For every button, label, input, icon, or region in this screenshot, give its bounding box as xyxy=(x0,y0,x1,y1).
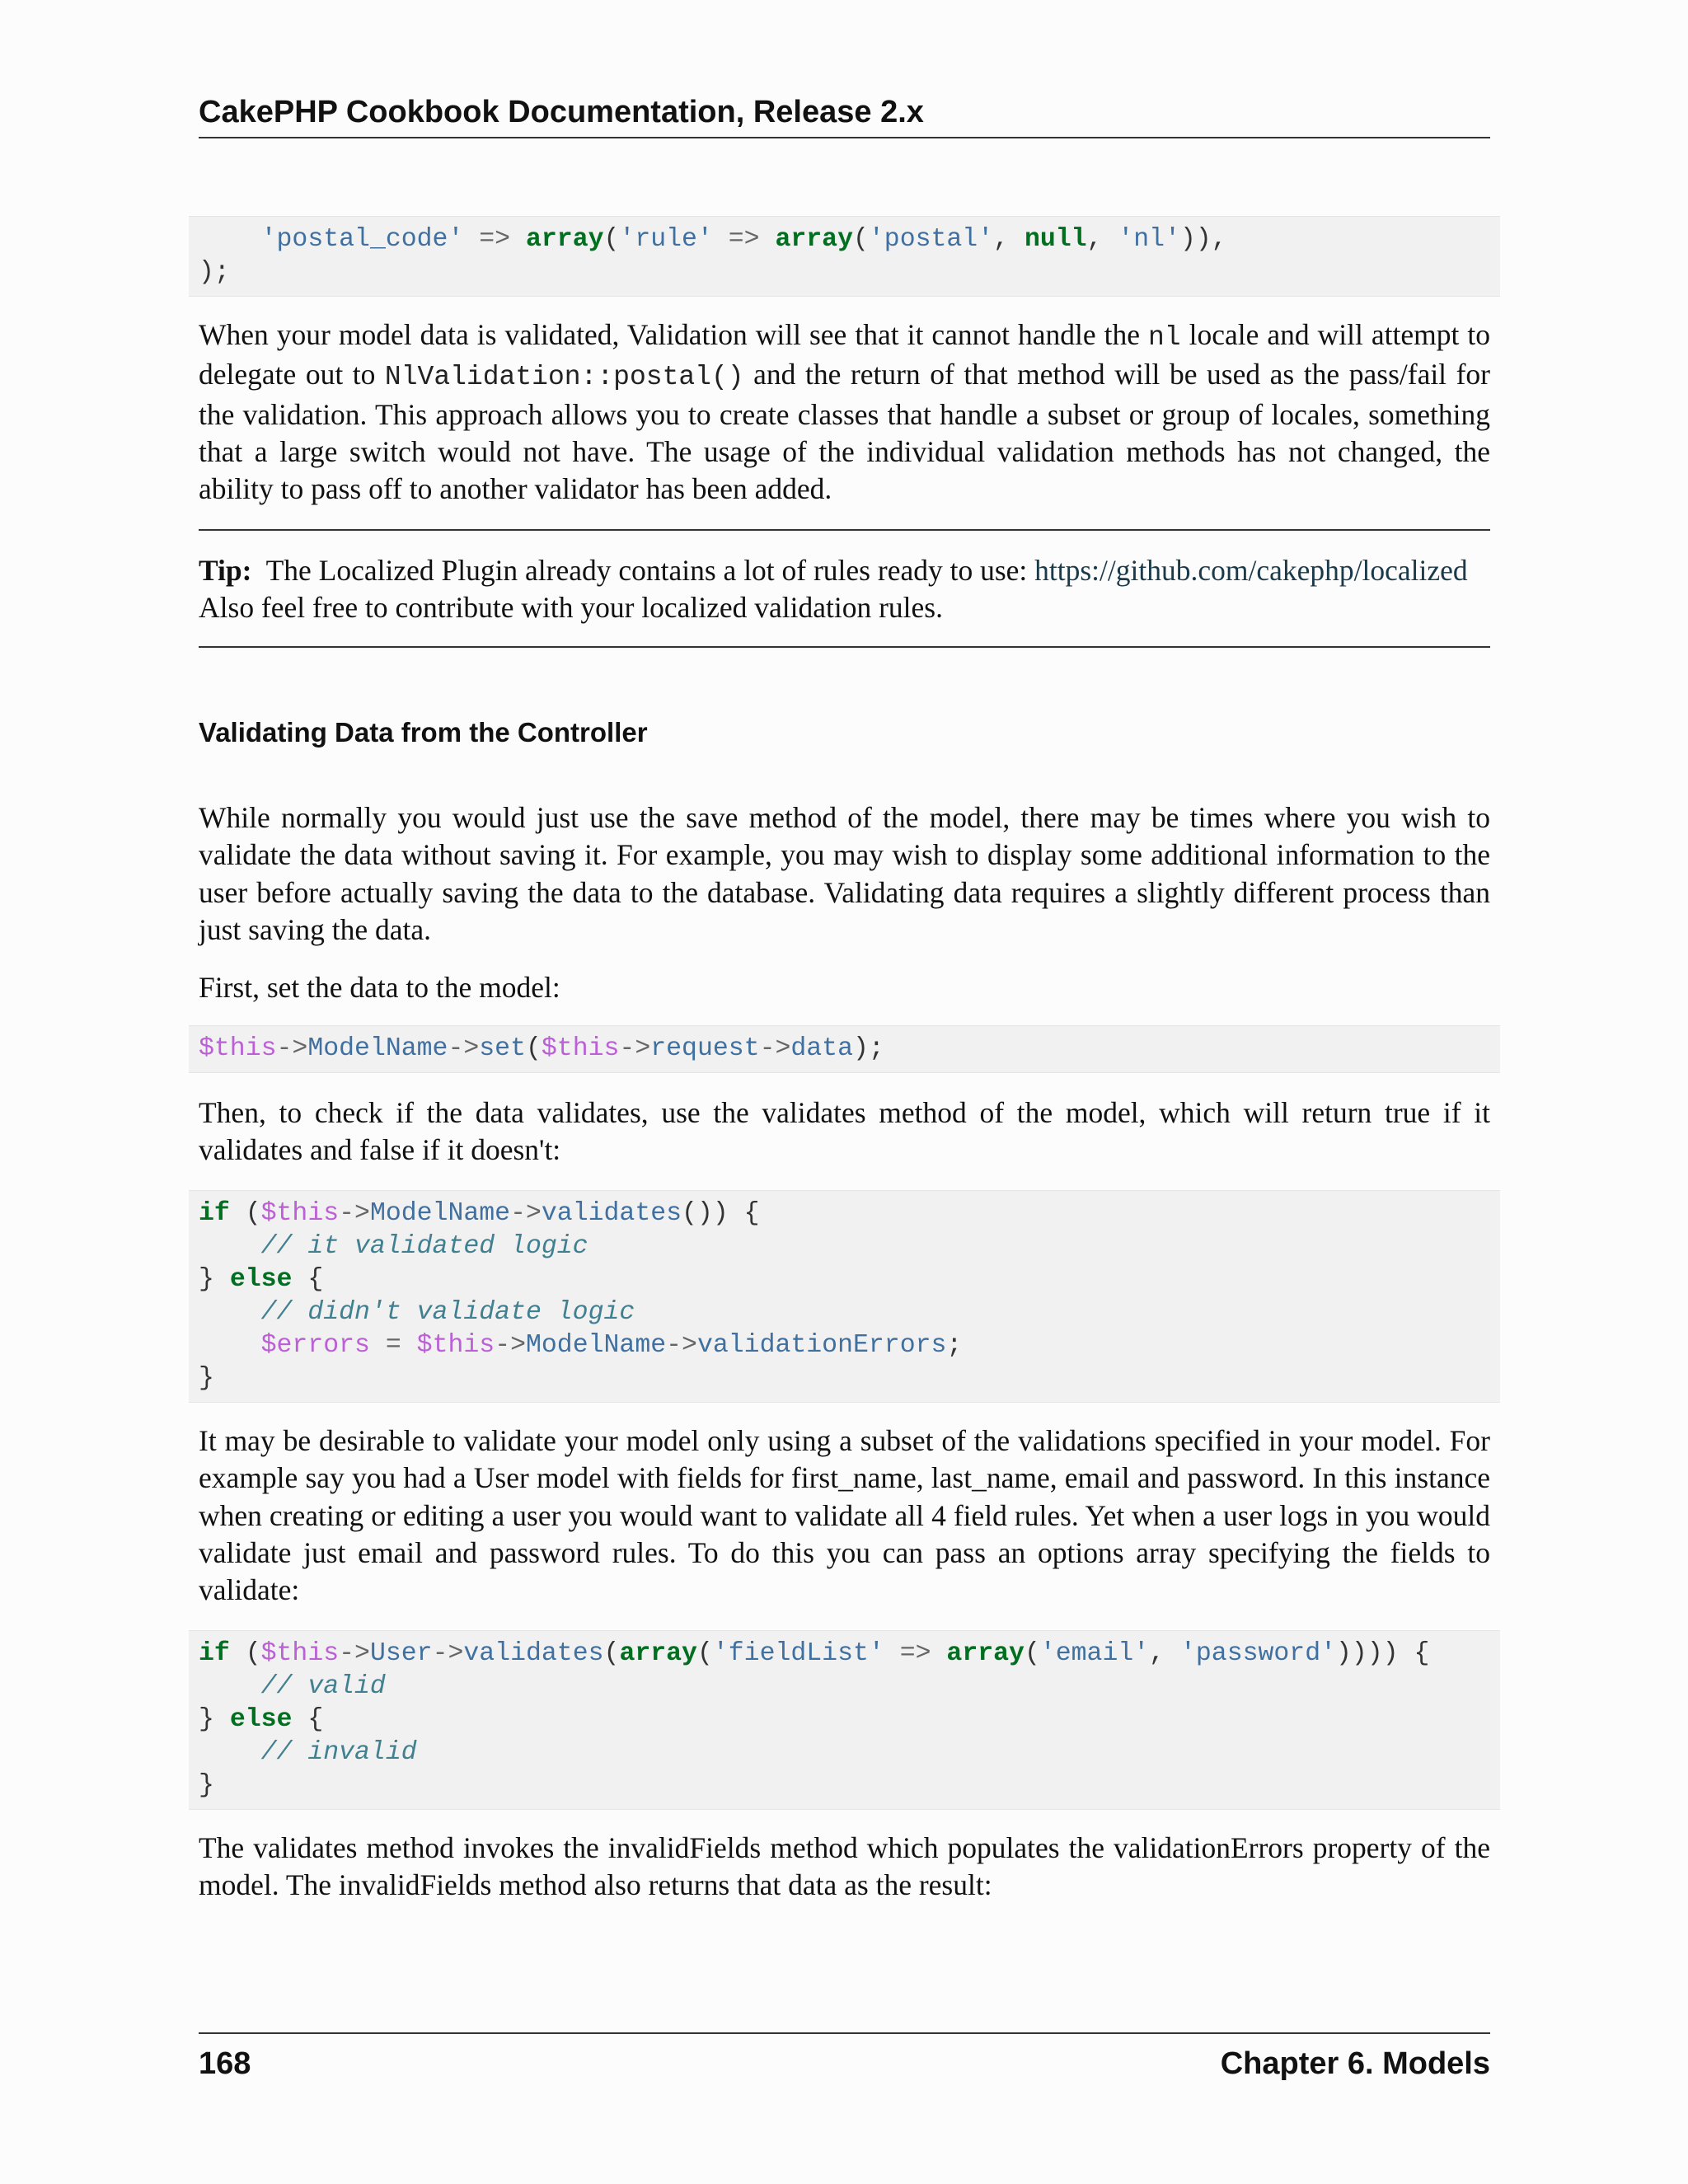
running-header: CakePHP Cookbook Documentation, Release 2.x xyxy=(199,92,1490,138)
tip-box: Tip: The Localized Plugin already contains a lot of rules ready to use: https://github.com/cakephp/localized Also feel free to contribute with your localized validation rules. xyxy=(199,554,1468,625)
chapter-title: Chapter 6. Models xyxy=(1220,2046,1490,2081)
localized-plugin-link[interactable]: https://github.com/cakephp/localized xyxy=(1034,554,1468,587)
code-block-validates: if ($this->ModelName->validates()) { // it validated logic } else { // didn't validate logic $errors = $this->ModelName->validationErrors; } xyxy=(189,1190,1500,1403)
code-block-set: $this->ModelName->set($this->request->data); xyxy=(189,1025,1500,1073)
code-block-fieldlist: if ($this->User->validates(array('fieldList' => array('email', 'password')))) { // valid } else { // invalid } xyxy=(189,1630,1500,1810)
paragraph-invalidfields: The validates method invokes the invalidFields method which populates the validationErrors property of the model. The invalidFields method also returns that data as the result: xyxy=(199,1831,1490,1902)
paragraph-set-data: First, set the data to the model: xyxy=(199,971,560,1004)
tip-label: Tip: xyxy=(199,554,252,587)
page-number: 168 xyxy=(199,2046,251,2081)
tip-top-rule xyxy=(199,529,1490,531)
paragraph-delegation: When your model data is validated, Validation will see that it cannot handle the nl locale and will attempt to delegate out to NlValidation::postal() and the return of that method will be used as the pass/fail for the validation. This approach allows you to create classes that handle a subset or group of locales, something that a large switch would not have. The usage of the individual validation methods has not changed, the ability to pass off to another validator has been added. xyxy=(199,318,1491,506)
section-heading: Validating Data from the Controller xyxy=(199,717,648,748)
tip-bottom-rule xyxy=(199,646,1490,648)
page-footer xyxy=(199,2032,1490,2083)
paragraph-subset: It may be desirable to validate your model only using a subset of the validations specified in your model. For example say you had a User model with fields for first_name, last_name, email and password. In this instance when creating or editing a user you would want to validate all 4 field rules. Yet when a user logs in you would validate just email and password rules. To do this you can pass an options array specifying the fields to validate: xyxy=(199,1424,1490,1607)
paragraph-validates: Then, to check if the data validates, use the validates method of the model, which will return true if it validates and false if it doesn't: xyxy=(199,1096,1490,1167)
paragraph-intro: While normally you would just use the save method of the model, there may be times where you wish to validate the data without saving it. For example, you may wish to display some additional information to the user before actually saving the data to the database. Validating data requires a slightly different process than just saving the data. xyxy=(199,801,1490,946)
code-block-postal: 'postal_code' => array('rule' => array('postal', null, 'nl')), ); xyxy=(189,216,1500,297)
